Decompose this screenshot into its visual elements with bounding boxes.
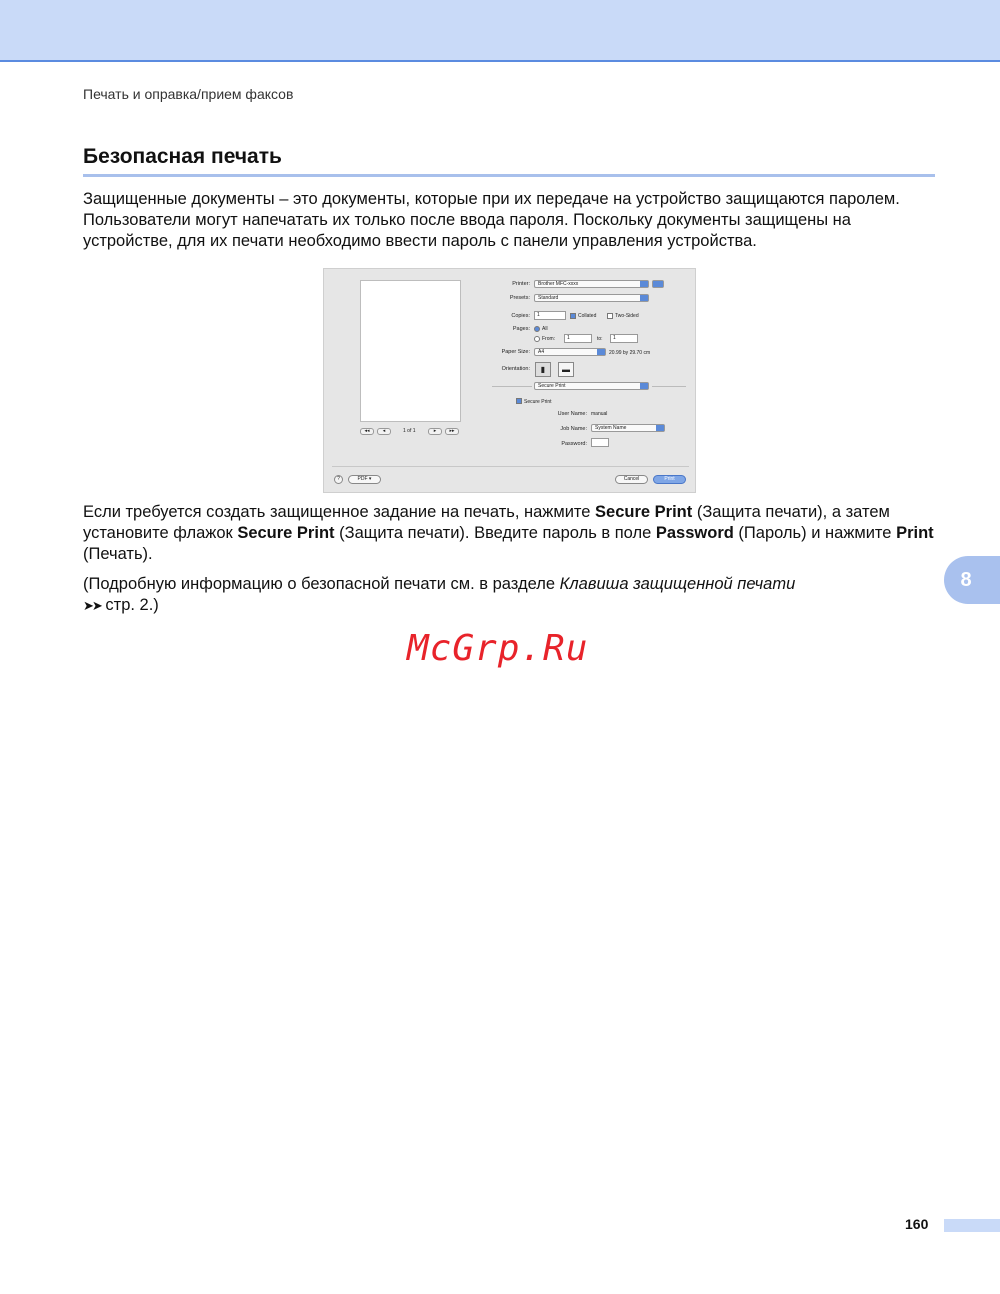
pages-from-radio[interactable] bbox=[534, 336, 540, 342]
job-name-select[interactable] bbox=[591, 424, 665, 432]
secure-print-checkbox[interactable] bbox=[516, 398, 522, 404]
double-arrow-icon: ➤➤ bbox=[83, 598, 101, 613]
printer-label: Printer: bbox=[512, 281, 530, 287]
two-sided-label: Two-Sided bbox=[615, 313, 639, 319]
password-label: Password: bbox=[561, 441, 587, 447]
copies-label: Copies: bbox=[511, 313, 530, 319]
pages-to-label: to: bbox=[597, 336, 603, 342]
portrait-icon: ▮ bbox=[540, 365, 546, 374]
presets-value: Standard bbox=[538, 295, 559, 301]
panel-select[interactable] bbox=[534, 382, 649, 390]
cross-reference-link[interactable]: Клавиша защищенной печати bbox=[559, 575, 796, 593]
breadcrumb: Печать и оправка/прием факсов bbox=[83, 86, 294, 102]
presets-label: Presets: bbox=[509, 295, 530, 301]
section-title-underline bbox=[83, 174, 935, 177]
chevron-up-icon bbox=[653, 281, 663, 287]
secure-print-label: Secure Print bbox=[524, 399, 552, 405]
chevron-down-icon bbox=[656, 425, 664, 431]
user-name-label: User Name: bbox=[557, 411, 587, 417]
bottom-separator bbox=[332, 466, 689, 467]
cancel-button[interactable]: Cancel bbox=[615, 475, 648, 484]
prev-page-button[interactable]: ◂ bbox=[377, 428, 391, 435]
pdf-button[interactable]: PDF ▾ bbox=[348, 475, 381, 484]
collated-checkbox[interactable] bbox=[570, 313, 576, 319]
page-number: 160 bbox=[905, 1216, 929, 1232]
reference-paragraph: (Подробную информацию о безопасной печати см. в разделе Клавиша защищенной печати ➤➤ стр. 2.) bbox=[83, 575, 796, 614]
section-title: Безопасная печать bbox=[83, 145, 282, 168]
watermark: McGrp.Ru bbox=[407, 628, 589, 669]
password-term: Password bbox=[655, 524, 734, 542]
chevron-down-icon bbox=[597, 349, 605, 355]
page-number-bar bbox=[944, 1219, 1000, 1232]
paper-size-select[interactable] bbox=[534, 348, 606, 356]
chevron-down-icon bbox=[640, 281, 648, 287]
separator-left bbox=[492, 386, 532, 387]
user-name-value: manual bbox=[591, 411, 608, 417]
top-header-band bbox=[0, 0, 1000, 62]
job-name-label: Job Name: bbox=[560, 426, 587, 432]
landscape-orientation-button[interactable] bbox=[558, 362, 574, 377]
next-page-button[interactable]: ▸ bbox=[428, 428, 442, 435]
copies-input[interactable]: 1 bbox=[534, 311, 566, 320]
printer-expand-button[interactable] bbox=[652, 280, 664, 288]
secure-print-term-2: Secure Print bbox=[237, 524, 335, 542]
landscape-icon: ▬ bbox=[562, 365, 570, 374]
first-page-button[interactable]: ◂◂ bbox=[360, 428, 374, 435]
pages-to-input[interactable]: 1 bbox=[610, 334, 638, 343]
paper-size-label: Paper Size: bbox=[501, 349, 530, 355]
pages-from-input[interactable]: 1 bbox=[564, 334, 592, 343]
chevron-down-icon bbox=[640, 383, 648, 389]
page-preview bbox=[360, 280, 461, 422]
panel-value: Secure Print bbox=[538, 383, 566, 389]
pages-from-label: From: bbox=[542, 336, 556, 342]
chapter-tab: 8 bbox=[944, 556, 1000, 604]
printer-value: Brother MFC-xxxx bbox=[538, 281, 579, 287]
help-icon[interactable]: ? bbox=[334, 475, 343, 484]
pages-label: Pages: bbox=[512, 326, 530, 332]
job-name-value: System Name bbox=[595, 425, 627, 431]
page-indicator: 1 of 1 bbox=[403, 428, 416, 434]
instruction-paragraph: Если требуется создать защищенное задание на печать, нажмите Secure Print (Защита печати), а затем установите флажок Secure Print (Защита печати). Введите пароль в поле Password (Пароль) и нажмите Print (Печать). bbox=[83, 503, 934, 563]
chevron-down-icon bbox=[640, 295, 648, 301]
two-sided-checkbox[interactable] bbox=[607, 313, 613, 319]
orientation-label: Orientation: bbox=[501, 366, 530, 372]
printer-select[interactable] bbox=[534, 280, 649, 288]
print-button[interactable]: Print bbox=[653, 475, 686, 484]
separator-right bbox=[652, 386, 686, 387]
secure-print-term: Secure Print bbox=[595, 503, 693, 521]
password-input[interactable] bbox=[591, 438, 609, 447]
pages-all-label: All bbox=[542, 326, 548, 332]
portrait-orientation-button[interactable] bbox=[535, 362, 551, 377]
paper-size-value: A4 bbox=[538, 349, 545, 355]
collated-label: Collated bbox=[578, 313, 597, 319]
last-page-button[interactable]: ▸▸ bbox=[445, 428, 459, 435]
intro-paragraph: Защищенные документы – это документы, которые при их передаче на устройство защищаются паролем. Пользователи могут напечатать их только после ввода пароля. Поскольку документы защищены на устройстве, для их печати необходимо ввести пароль с панели управления устройства. bbox=[83, 190, 900, 250]
pages-all-radio[interactable] bbox=[534, 326, 540, 332]
presets-select[interactable] bbox=[534, 294, 649, 302]
print-dialog-screenshot bbox=[323, 268, 696, 493]
print-term: Print bbox=[896, 524, 934, 542]
paper-size-dimensions: 20.99 by 29.70 cm bbox=[609, 350, 651, 356]
